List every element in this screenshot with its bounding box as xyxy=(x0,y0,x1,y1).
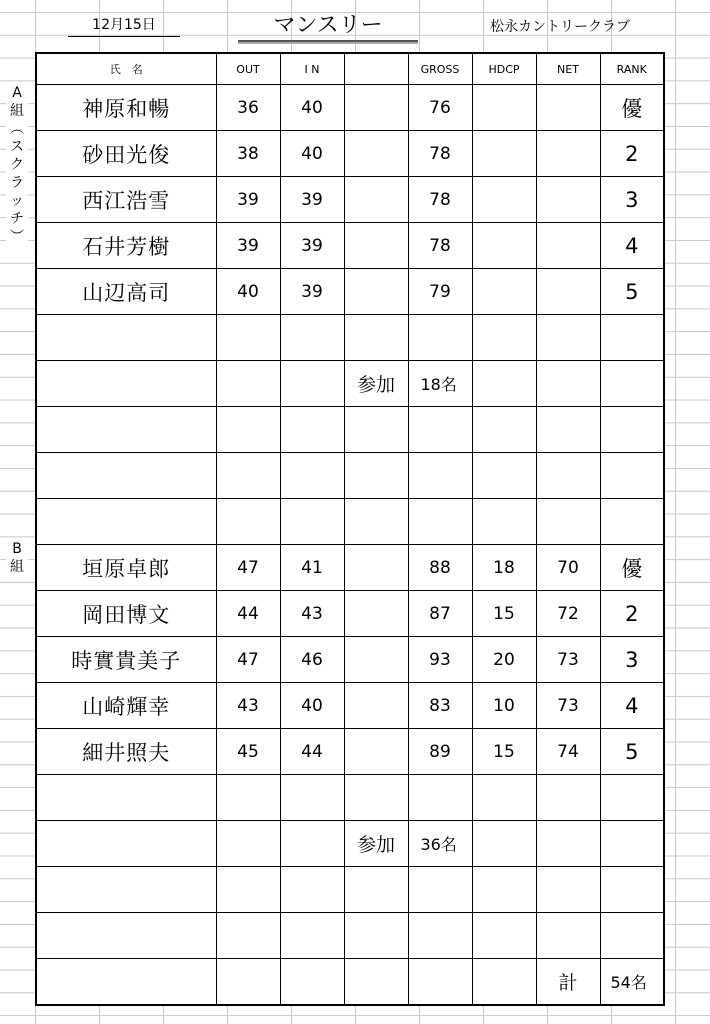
hdcp-value: 15 xyxy=(472,729,536,775)
net-score xyxy=(536,223,600,269)
in-score: 40 xyxy=(280,131,344,177)
blank-cell xyxy=(344,223,408,269)
blank-cell xyxy=(344,131,408,177)
in-score: 39 xyxy=(280,177,344,223)
total-row xyxy=(36,959,664,1006)
group-b-label xyxy=(6,540,28,576)
net-score xyxy=(536,177,600,223)
player-name: 西江浩雪 xyxy=(36,177,216,223)
blank-cell xyxy=(344,545,408,591)
participation-label: 参加 xyxy=(344,821,408,867)
hdcp-value xyxy=(472,131,536,177)
table-row xyxy=(36,177,664,223)
rank-value: 5 xyxy=(600,269,664,315)
hdcp-value: 18 xyxy=(472,545,536,591)
in-score: 41 xyxy=(280,545,344,591)
in-score: 46 xyxy=(280,637,344,683)
col-header-gross: GROSS xyxy=(408,53,472,85)
total-label: 計 xyxy=(536,959,600,1006)
hdcp-value xyxy=(472,85,536,131)
table-row xyxy=(36,131,664,177)
net-score: 72 xyxy=(536,591,600,637)
empty-row xyxy=(36,499,664,545)
hdcp-value xyxy=(472,223,536,269)
blank-cell xyxy=(344,637,408,683)
in-score: 39 xyxy=(280,223,344,269)
gross-score: 93 xyxy=(408,637,472,683)
gross-score: 78 xyxy=(408,223,472,269)
player-name: 岡田博文 xyxy=(36,591,216,637)
col-header-name: 氏 名 xyxy=(36,53,216,85)
player-name: 時實貴美子 xyxy=(36,637,216,683)
col-header-net: NET xyxy=(536,53,600,85)
in-score: 44 xyxy=(280,729,344,775)
empty-row xyxy=(36,913,664,959)
group-b-label-char: B xyxy=(12,541,22,557)
hdcp-value: 15 xyxy=(472,591,536,637)
empty-row xyxy=(36,867,664,913)
blank-cell xyxy=(344,729,408,775)
table-row xyxy=(36,85,664,131)
out-score: 38 xyxy=(216,131,280,177)
table-row xyxy=(36,729,664,775)
rank-value: 優 xyxy=(600,85,664,131)
group-a-label-char: ラ xyxy=(10,175,24,191)
group-a-label-char: ッ xyxy=(10,193,24,209)
out-score: 47 xyxy=(216,545,280,591)
net-score: 73 xyxy=(536,683,600,729)
net-score xyxy=(536,85,600,131)
group-a-label-char: ︵ xyxy=(10,121,24,137)
results-table xyxy=(35,52,665,1006)
date-label: 12月15日 xyxy=(68,14,180,37)
out-score: 45 xyxy=(216,729,280,775)
group-a-label-char: チ xyxy=(10,211,24,227)
rank-value: 優 xyxy=(600,545,664,591)
gross-score: 88 xyxy=(408,545,472,591)
gross-score: 78 xyxy=(408,131,472,177)
participation-count: 18名 xyxy=(408,361,472,407)
player-name: 山崎輝幸 xyxy=(36,683,216,729)
gross-score: 79 xyxy=(408,269,472,315)
group-a-label-char: 組 xyxy=(10,103,24,119)
rank-value: 2 xyxy=(600,591,664,637)
in-score: 43 xyxy=(280,591,344,637)
blank-cell xyxy=(344,591,408,637)
out-score: 39 xyxy=(216,223,280,269)
in-score: 39 xyxy=(280,269,344,315)
in-score: 40 xyxy=(280,683,344,729)
blank-cell xyxy=(344,177,408,223)
blank-cell xyxy=(344,85,408,131)
empty-row xyxy=(36,453,664,499)
page-title: マンスリー xyxy=(238,8,418,42)
col-header-out: OUT xyxy=(216,53,280,85)
table-row xyxy=(36,591,664,637)
net-score: 74 xyxy=(536,729,600,775)
gross-score: 87 xyxy=(408,591,472,637)
col-header-rank: RANK xyxy=(600,53,664,85)
club-name: 松永カントリークラブ xyxy=(490,19,630,35)
gross-score: 89 xyxy=(408,729,472,775)
out-score: 40 xyxy=(216,269,280,315)
out-score: 44 xyxy=(216,591,280,637)
col-header-in: I N xyxy=(280,53,344,85)
gross-score: 78 xyxy=(408,177,472,223)
hdcp-value: 20 xyxy=(472,637,536,683)
player-name: 砂田光俊 xyxy=(36,131,216,177)
out-score: 39 xyxy=(216,177,280,223)
gross-score: 83 xyxy=(408,683,472,729)
hdcp-value xyxy=(472,269,536,315)
net-score xyxy=(536,269,600,315)
group-a-label-char: ク xyxy=(10,157,24,173)
table-row xyxy=(36,269,664,315)
out-score: 43 xyxy=(216,683,280,729)
col-header-hdcp: HDCP xyxy=(472,53,536,85)
header-row xyxy=(36,53,664,85)
player-name: 細井照夫 xyxy=(36,729,216,775)
hdcp-value xyxy=(472,177,536,223)
gross-score: 76 xyxy=(408,85,472,131)
col-header-blank xyxy=(344,53,408,85)
group-a-label-char: ス xyxy=(10,139,24,155)
rank-value: 4 xyxy=(600,223,664,269)
group-a-label-char: ︶ xyxy=(10,229,24,245)
out-score: 36 xyxy=(216,85,280,131)
net-score: 73 xyxy=(536,637,600,683)
rank-value: 3 xyxy=(600,637,664,683)
table-row xyxy=(36,545,664,591)
player-name: 山辺高司 xyxy=(36,269,216,315)
empty-row xyxy=(36,315,664,361)
group-a-label-char: A xyxy=(12,85,22,101)
in-score: 40 xyxy=(280,85,344,131)
rank-value: 4 xyxy=(600,683,664,729)
group-b-label-char: 組 xyxy=(10,559,24,575)
participation-row xyxy=(36,821,664,867)
net-score xyxy=(536,131,600,177)
group-a-label xyxy=(6,84,28,246)
table-row xyxy=(36,223,664,269)
empty-row xyxy=(36,407,664,453)
table-row xyxy=(36,683,664,729)
net-score: 70 xyxy=(536,545,600,591)
player-name: 石井芳樹 xyxy=(36,223,216,269)
player-name: 垣原卓郎 xyxy=(36,545,216,591)
rank-value: 5 xyxy=(600,729,664,775)
participation-label: 参加 xyxy=(344,361,408,407)
hdcp-value: 10 xyxy=(472,683,536,729)
rank-value: 2 xyxy=(600,131,664,177)
participation-count: 36名 xyxy=(408,821,472,867)
table-row xyxy=(36,637,664,683)
blank-cell xyxy=(344,269,408,315)
out-score: 47 xyxy=(216,637,280,683)
empty-row xyxy=(36,775,664,821)
player-name: 神原和暢 xyxy=(36,85,216,131)
rank-value: 3 xyxy=(600,177,664,223)
blank-cell xyxy=(344,683,408,729)
participation-row xyxy=(36,361,664,407)
total-count: 54名 xyxy=(600,959,664,1006)
